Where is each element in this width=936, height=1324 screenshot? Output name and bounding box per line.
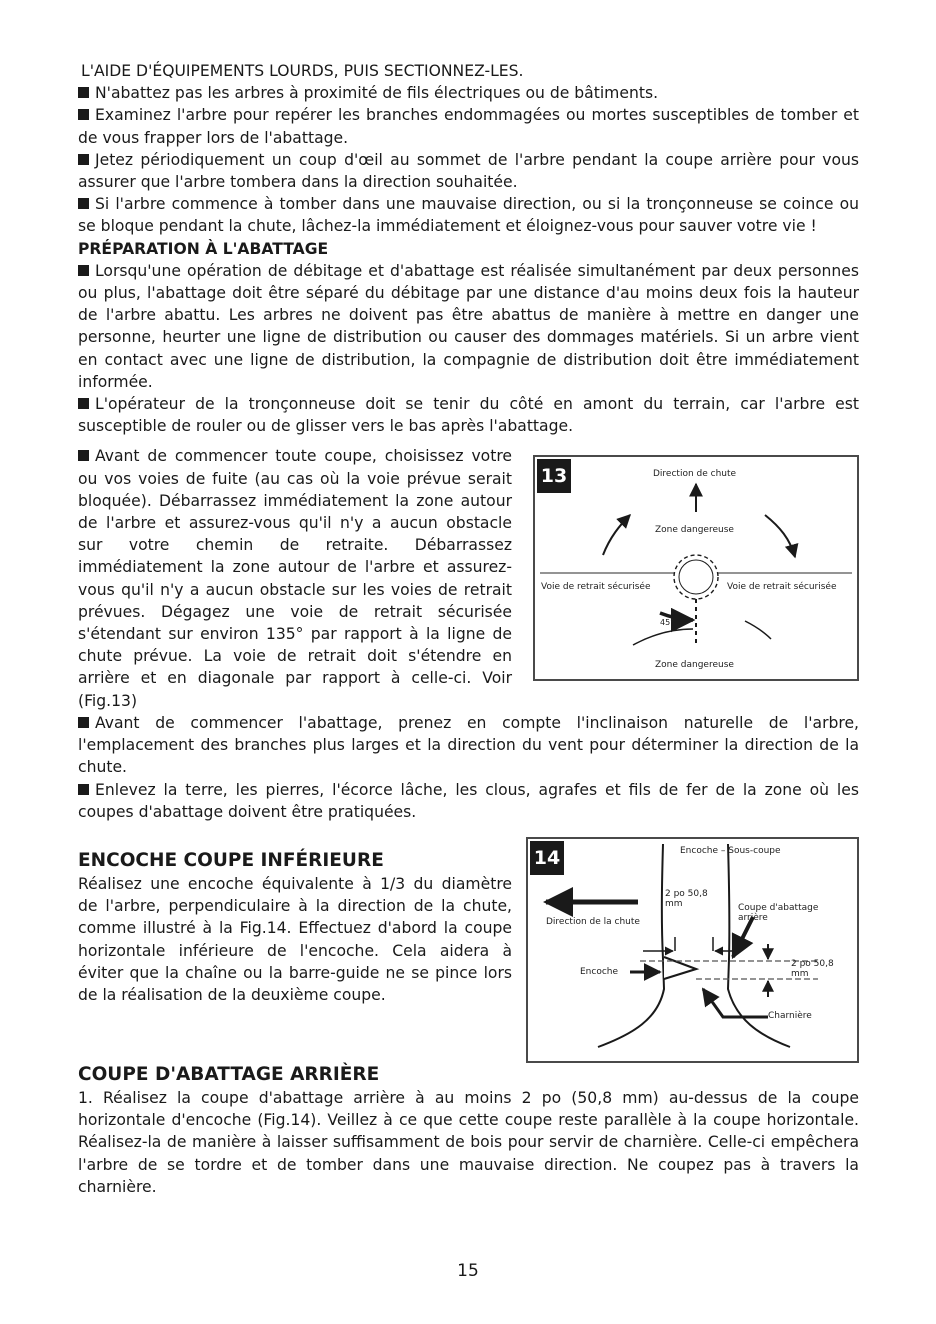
label-back-cut-b: arrière [738,912,768,923]
fig13-text-column [78,445,512,711]
label-dist1-a: 2 po 50,8 [665,888,708,899]
zone-arrow-right [765,515,795,557]
bullet-item [78,260,859,393]
hinge-arrow [703,989,768,1017]
label-danger-zone-top: Zone dangereuse [655,525,734,536]
section-heading-back-cut: COUPE D'ABATTAGE ARRIÈRE [78,1063,380,1085]
section-heading-notch: ENCOCHE COUPE INFÉRIEURE [78,849,384,871]
bullet-square-icon [78,154,89,165]
bullet-square-icon [78,198,89,209]
bullet-text: Si l'arbre commence à tomber dans une mauvaise direction, ou si la tronçonneuse se coince ou se bloque pendant la chute, lâchez-la immédiatement et éloignez-vous pour sauver votre vie ! [78,195,859,236]
trunk-left-edge [598,844,664,1047]
label-notch: Encoche [580,966,619,977]
notch-column [78,837,512,1063]
bullet-text: L'opérateur de la tronçonneuse doit se tenir du côté en amont du terrain, car l'arbre est susceptible de rouler ou de glisser vers le bas après l'abattage. [78,395,859,436]
bullet-square-icon [78,450,89,461]
bullet-item [78,82,859,104]
label-hinge: Charnière [768,1010,812,1021]
figure-14 [526,837,859,1063]
label-back-cut-a: Coupe d'abattage [738,902,819,913]
figure-number: 13 [537,459,571,493]
notch-wedge [664,957,696,979]
label-angle: 45° [660,618,675,628]
bullet-square-icon [78,398,89,409]
intro-line: L'AIDE D'ÉQUIPEMENTS LOURDS, PUIS SECTIONNEZ-LES. [81,62,524,80]
label-notch-undercut: Encoche – Sous-coupe [680,845,781,856]
section-heading-preparation: PRÉPARATION À L'ABATTAGE [78,239,329,258]
label-dist2-a: 2 po 50,8 [791,958,834,969]
bullet-text: Avant de commencer l'abattage, prenez en compte l'inclinaison naturelle de l'arbre, l'emplacement des branches plus larges et la direction du vent pour déterminer la direction de la chute. [78,713,859,777]
bullet-text: Lorsqu'une opération de débitage et d'abattage est réalisée simultanément par deux personnes ou plus, l'abattage doit être séparé du débitage par une distance d'au moins deux fois la hauteur de l'arbre abattu. Les arbres ne doivent pas être abattus de manière à mettre en danger une personne, heurter une ligne de distribution ou causer des dommages matériels. Si un arbre vient en contact avec une ligne de distribution, la compagnie de distribution doit être immédiatement informée. [78,261,859,391]
label-fall-direction: Direction de chute [653,469,737,480]
fig14-row [78,837,859,1063]
figure-13 [533,455,859,681]
bullet-text: N'abattez pas les arbres à proximité de fils électriques ou de bâtiments. [95,84,659,103]
fig13-row [78,445,859,711]
bullet-item [78,779,859,823]
label-dist1-b: mm [665,898,683,909]
label-dist2-b: mm [791,968,809,979]
felling-zone-diagram [535,457,857,679]
bullet-item [78,712,859,779]
label-danger-zone-bottom: Zone dangereuse [655,660,734,671]
bullet-square-icon [78,784,89,795]
bullet-item [78,193,859,237]
zone-curve-left [633,629,693,645]
page-number: 15 [457,1261,479,1281]
notch-cut-diagram [528,839,857,1061]
bullet-square-icon [78,87,89,98]
bullet-text: Enlevez la terre, les pierres, l'écorce lâche, les clous, agrafes et fils de fer de la zone où les coupes d'abattage doivent être pratiquées. [78,780,859,821]
figure-number: 14 [530,841,564,875]
notch-paragraph: Réalisez une encoche équivalente à 1/3 du diamètre de l'arbre, perpendiculaire à la direction de la chute, comme illustré à la Fig.14. Effectuez d'abord la coupe horizontale inférieure de l'encoche. Cela aidera à éviter que la chaîne ou la barre-guide ne se pince lors de la réalisation de la deuxième coupe. [78,874,512,1004]
zone-arrow-left [603,515,630,555]
bullet-text: Examinez l'arbre pour repérer les branches endommagées ou mortes susceptibles de tomber et de vous frapper lors de l'abattage. [78,106,859,147]
label-retreat-left: Voie de retrait sécurisée [541,582,651,593]
bullet-square-icon [78,265,89,276]
bullet-text: Avant de commencer toute coupe, choisissez votre ou vos voies de fuite (au cas où la voie prévue serait bloquée). Débarrassez immédiatement la zone autour de l'arbre et assurez-vous qu'il n'y a aucun obstacle sur votre chemin de retraite. Débarrassez immédiatement la zone autour de l'arbre et assurez-vous qu'il n'y a aucun obstacle sur les voies de retrait prévues. Dégagez une voie de retrait sécurisée s'étendant sur environ 135° par rapport à la ligne de chute prévue. La voie de retrait doit s'étendre en arrière et en diagonale par rapport à celle-ci. Voir (Fig.13) [78,447,512,710]
bullet-item [78,104,859,148]
bullet-text: Jetez périodiquement un coup d'œil au sommet de l'arbre pendant la coupe arrière pour vous assurer que l'arbre tombera dans la direction souhaitée. [78,150,859,192]
label-retreat-right: Voie de retrait sécurisée [727,582,837,593]
tree-trunk-circle [674,555,718,599]
bullet-item [78,445,512,711]
label-fall-direction: Direction de la chute [546,916,640,927]
bullet-item [78,149,859,193]
bullet-square-icon [78,717,89,728]
page-content [78,60,859,1198]
bullet-item [78,393,859,437]
back-cut-paragraph: 1. Réalisez la coupe d'abattage arrière à au moins 2 po (50,8 mm) au-dessus de la coupe horizontale d'encoche (Fig.14). Veillez à ce que cette coupe reste parallèle à la coupe horizontale. Réalisez-la de manière à laisser suffisamment de bois pour servir de charnière. Celle-ci empêchera l'arbre de se tordre et de tomber dans une mauvaise direction. Ne coupez pas à travers la charnière. [78,1088,859,1196]
zone-curve-right [745,621,771,639]
bullet-square-icon [78,109,89,120]
